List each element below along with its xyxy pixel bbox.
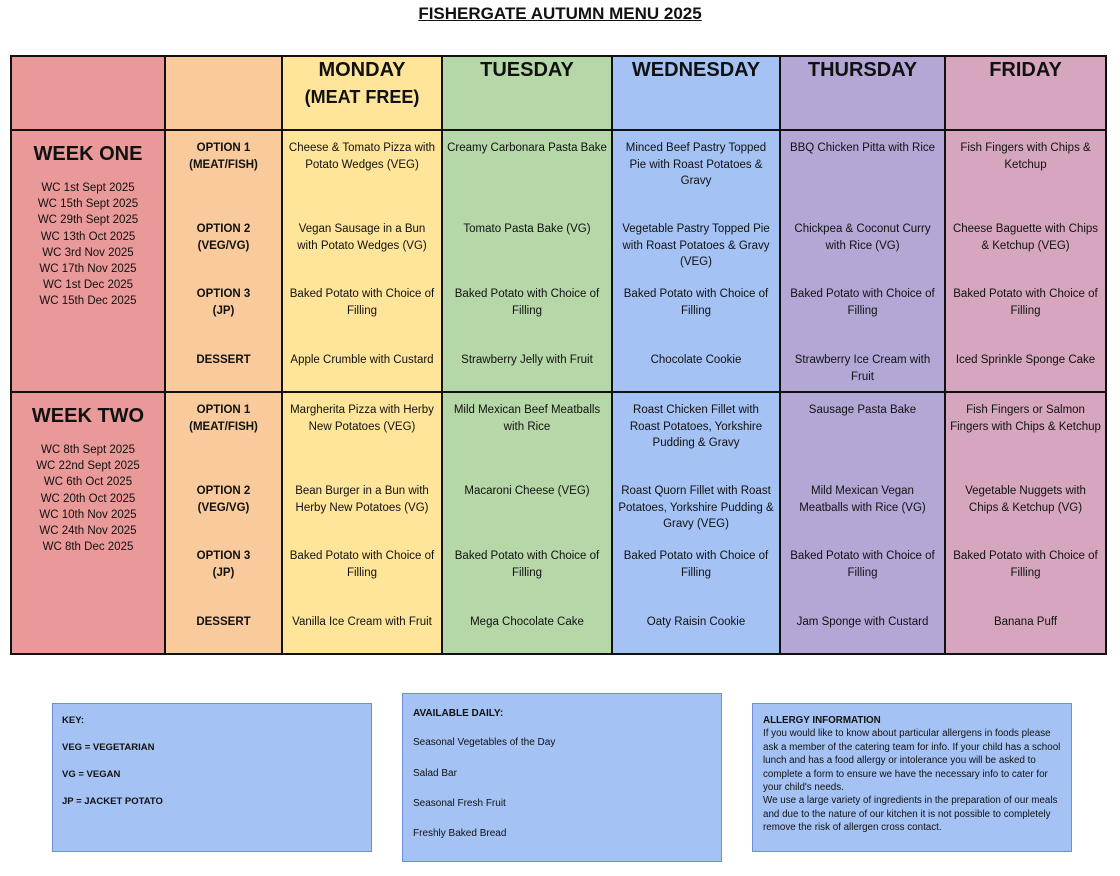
option-label: OPTION 3 (JP): [196, 288, 251, 317]
menu-cell-wednesday: [612, 392, 780, 654]
menu-item: Baked Potato with Choice of Filling: [953, 550, 1098, 579]
week-two-row: [11, 392, 1106, 654]
corner-week-cell: [11, 56, 165, 130]
week-date: WC 10th Nov 2025: [39, 508, 137, 521]
menu-cell-monday: [282, 392, 442, 654]
week-date: WC 29th Sept 2025: [37, 214, 139, 227]
week-date: WC 15th Sept 2025: [37, 198, 139, 211]
week-title: WEEK ONE: [33, 143, 143, 165]
menu-item: Mild Mexican Beef Meatballs with Rice: [453, 404, 601, 433]
option-label: OPTION 3 (JP): [196, 550, 251, 579]
week-title: WEEK TWO: [31, 405, 145, 427]
menu-item: Mild Mexican Vegan Meatballs with Rice (VG): [799, 485, 926, 514]
day-header-wednesday: [612, 56, 780, 130]
daily-item: Freshly Baked Bread: [413, 828, 507, 840]
menu-item: Baked Potato with Choice of Filling: [623, 288, 769, 317]
menu-item: Mega Chocolate Cake: [470, 616, 584, 628]
week-date: WC 20th Oct 2025: [40, 492, 136, 505]
menu-item: Iced Sprinkle Sponge Cake: [955, 354, 1096, 366]
menu-item: Strawberry Jelly with Fruit: [461, 354, 593, 366]
menu-item: BBQ Chicken Pitta with Rice: [789, 142, 936, 154]
menu-table: [10, 55, 1107, 655]
option-label: OPTION 1 (MEAT/FISH): [189, 404, 258, 433]
day-name: FRIDAY: [989, 59, 1062, 81]
menu-item: Apple Crumble with Custard: [290, 354, 434, 366]
day-subtitle: (MEAT FREE): [304, 87, 420, 107]
allergy-paragraph: We use a large variety of ingredients in the preparation of our meals and due to the nature of our kitchen it is not possible to completely remove the risk of allergen cross contact.: [763, 795, 1058, 834]
option-label: DESSERT: [196, 354, 251, 366]
week-date: WC 17th Nov 2025: [39, 263, 137, 276]
menu-item: Baked Potato with Choice of Filling: [790, 550, 935, 579]
key-heading: KEY:: [62, 715, 84, 726]
menu-cell-thursday: [780, 130, 945, 392]
day-name: WEDNESDAY: [631, 59, 761, 81]
menu-item: Baked Potato with Choice of Filling: [454, 288, 600, 317]
day-header-monday: [282, 56, 442, 130]
week-dates: [12, 180, 164, 310]
menu-item: Roast Quorn Fillet with Roast Potatoes, Yorkshire Pudding & Gravy (VEG): [618, 485, 774, 530]
menu-cell-friday: [945, 392, 1106, 654]
menu-item: Cheese Baguette with Chips & Ketchup (VEG): [952, 223, 1099, 252]
menu-item: Baked Potato with Choice of Filling: [454, 550, 600, 579]
menu-item: Vegan Sausage in a Bun with Potato Wedges (VG): [297, 223, 427, 252]
week-dates: [12, 442, 164, 555]
day-header-friday: [945, 56, 1106, 130]
menu-item: Tomato Pasta Bake (VG): [463, 223, 591, 235]
menu-item: Fish Fingers or Salmon Fingers with Chips & Ketchup: [950, 404, 1101, 433]
option-label: OPTION 2 (VEG/VG): [196, 223, 251, 252]
week-one-cell: [11, 130, 165, 392]
week-date: WC 8th Sept 2025: [41, 444, 135, 456]
daily-heading: AVAILABLE DAILY:: [413, 708, 504, 719]
key-box: [52, 703, 372, 852]
menu-cell-monday: [282, 130, 442, 392]
menu-item: Margherita Pizza with Herby New Potatoes (VEG): [290, 404, 434, 433]
menu-cell-wednesday: [612, 130, 780, 392]
menu-item: Baked Potato with Choice of Filling: [953, 288, 1098, 317]
menu-cell-friday: [945, 130, 1106, 392]
menu-item: Macaroni Cheese (VEG): [464, 485, 590, 497]
day-name: TUESDAY: [480, 59, 574, 81]
menu-cell-tuesday: [442, 130, 612, 392]
daily-item: Seasonal Fresh Fruit: [413, 797, 506, 809]
week-date: WC 15th Dec 2025: [39, 295, 137, 308]
week-date: WC 13th Oct 2025: [40, 230, 136, 243]
option-label: OPTION 2 (VEG/VG): [196, 485, 251, 514]
week-date: WC 1st Dec 2025: [42, 279, 134, 292]
menu-item: Jam Sponge with Custard: [796, 616, 929, 628]
menu-item: Banana Puff: [993, 616, 1058, 628]
menu-item: Baked Potato with Choice of Filling: [289, 550, 435, 579]
menu-item: Baked Potato with Choice of Filling: [289, 288, 435, 317]
menu-item: Bean Burger in a Bun with Herby New Potatoes (VG): [295, 485, 429, 514]
menu-item: Vegetable Nuggets with Chips & Ketchup (VG): [965, 485, 1086, 514]
option-labels-cell: [165, 130, 282, 392]
allergy-paragraph: If you would like to know about particular allergens in foods please ask a member of the catering team for info. If your child has a school lunch and has a food allergy or intolerance you will be asked to complete a form to ensure we have the necessary info to cater for your child's needs.: [763, 728, 1061, 794]
option-label: OPTION 1 (MEAT/FISH): [189, 142, 258, 171]
menu-item: Oaty Raisin Cookie: [646, 616, 746, 628]
day-name: THURSDAY: [807, 59, 918, 81]
day-name: MONDAY: [318, 59, 406, 81]
day-header-tuesday: [442, 56, 612, 130]
week-one-row: [11, 130, 1106, 392]
option-label: DESSERT: [196, 616, 251, 628]
allergy-box: [752, 703, 1072, 852]
allergy-heading: ALLERGY INFORMATION: [763, 715, 881, 726]
available-daily-box: [402, 693, 722, 862]
page-title: FISHERGATE AUTUMN MENU 2025: [418, 4, 702, 23]
key-item: JP = JACKET POTATO: [62, 795, 163, 807]
daily-item: Salad Bar: [413, 767, 457, 779]
menu-item: Fish Fingers with Chips & Ketchup: [960, 142, 1091, 171]
menu-item: Vanilla Ice Cream with Fruit: [292, 616, 432, 628]
key-item: VG = VEGAN: [62, 768, 121, 780]
key-item: VEG = VEGETARIAN: [62, 741, 155, 753]
menu-item: Cheese & Tomato Pizza with Potato Wedges (VEG): [288, 142, 436, 171]
menu-cell-thursday: [780, 392, 945, 654]
week-date: WC 8th Dec 2025: [42, 541, 134, 554]
menu-item: Minced Beef Pastry Topped Pie with Roast Potatoes & Gravy: [625, 142, 767, 187]
menu-item: Chickpea & Coconut Curry with Rice (VG): [794, 223, 931, 252]
header-row: [11, 56, 1106, 130]
menu-item: Creamy Carbonara Pasta Bake: [447, 142, 607, 154]
option-labels-cell: [165, 392, 282, 654]
menu-item: Chocolate Cookie: [650, 354, 742, 366]
menu-cell-tuesday: [442, 392, 612, 654]
menu-item: Baked Potato with Choice of Filling: [790, 288, 935, 317]
day-header-thursday: [780, 56, 945, 130]
menu-item: Strawberry Ice Cream with Fruit: [794, 354, 931, 383]
week-date: WC 24th Nov 2025: [39, 525, 137, 538]
week-date: WC 22nd Sept 2025: [36, 460, 140, 473]
week-date: WC 1st Sept 2025: [41, 182, 135, 194]
menu-item: Vegetable Pastry Topped Pie with Roast Potatoes & Gravy (VEG): [622, 223, 770, 268]
daily-item: Seasonal Vegetables of the Day: [413, 737, 556, 749]
menu-item: Sausage Pasta Bake: [808, 404, 917, 416]
corner-option-cell: [165, 56, 282, 130]
week-date: WC 3rd Nov 2025: [42, 246, 134, 259]
menu-item: Baked Potato with Choice of Filling: [623, 550, 769, 579]
week-date: WC 6th Oct 2025: [43, 476, 133, 489]
week-two-cell: [11, 392, 165, 654]
menu-item: Roast Chicken Fillet with Roast Potatoes, Yorkshire Pudding & Gravy: [629, 404, 763, 449]
